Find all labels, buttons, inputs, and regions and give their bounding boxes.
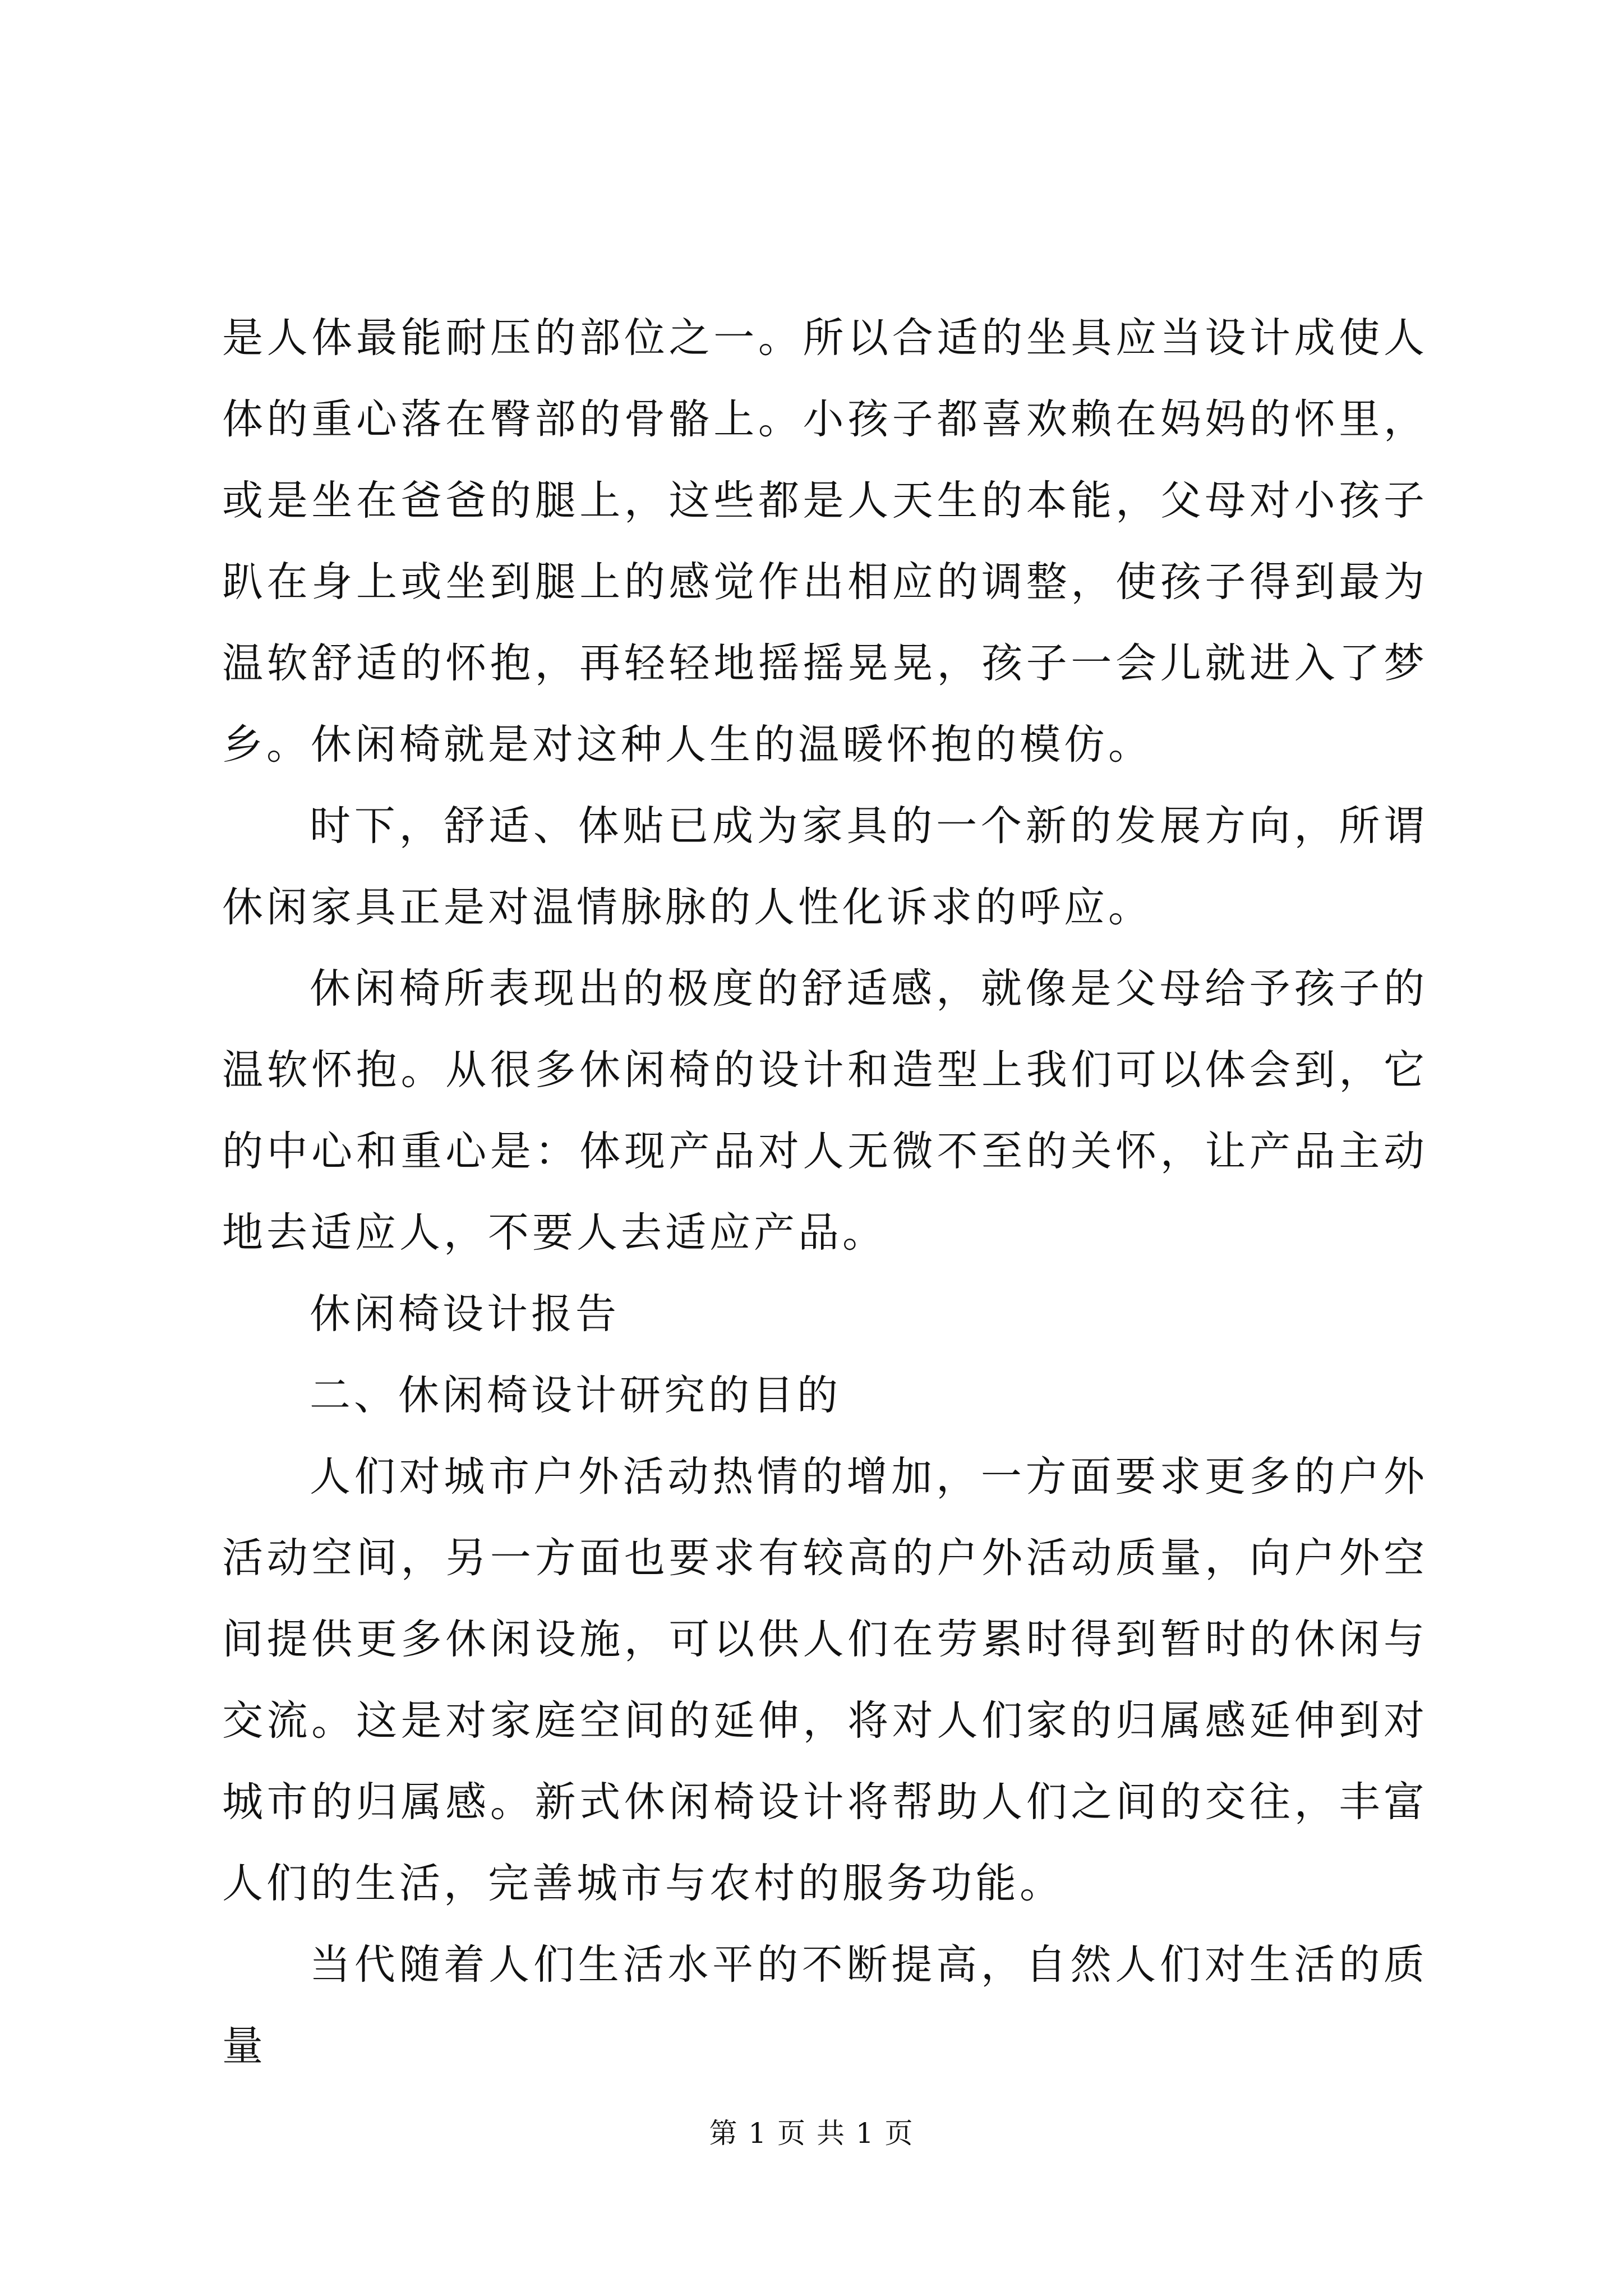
paragraph-4: 人们对城市户外活动热情的增加，一方面要求更多的户外活动空间，另一方面也要求有较高的户外活动质量，向户外空间提供更多休闲设施，可以供人们在劳累时得到暂时的休闲与交流。这是对家庭空间的延伸，将对人们家的归属感延伸到对城市的归属感。新式休闲椅设计将帮助人们之间的交往，丰富人们的生活，完善城市与农村的服务功能。 (222, 1453, 1428, 1907)
section-heading: 二、休闲椅设计研究的目的 (310, 1372, 841, 1419)
report-title-line: 休闲椅设计报告 (310, 1290, 620, 1338)
paragraph-1: 是人体最能耐压的部位之一。所以合适的坐具应当设计成使人体的重心落在臀部的骨骼上。小孩子都喜欢赖在妈妈的怀里，或是坐在爸爸的腿上，这些都是人天生的本能，父母对小孩子趴在身上或坐到腿上的感觉作出相应的调整，使孩子得到最为温软舒适的怀抱，再轻轻地摇摇晃晃，孩子一会儿就进入了梦乡。休闲椅就是对这种人生的温暖怀抱的模仿。 (222, 314, 1428, 769)
paragraph-5: 当代随着人们生活水平的不断提高，自然人们对生活的质量 (222, 1941, 1428, 2070)
page-number-footer: 第 1 页 共 1 页 (709, 2117, 914, 2150)
paragraph-2: 时下，舒适、体贴已成为家具的一个新的发展方向，所谓休闲家具正是对温情脉脉的人性化诉求的呼应。 (222, 802, 1428, 931)
paragraph-3: 休闲椅所表现出的极度的舒适感，就像是父母给予孩子的温软怀抱。从很多休闲椅的设计和造型上我们可以体会到，它的中心和重心是：体现产品对人无微不至的关怀，让产品主动地去适应人，不要人去适应产品。 (222, 965, 1428, 1257)
document-body (222, 297, 1428, 2087)
